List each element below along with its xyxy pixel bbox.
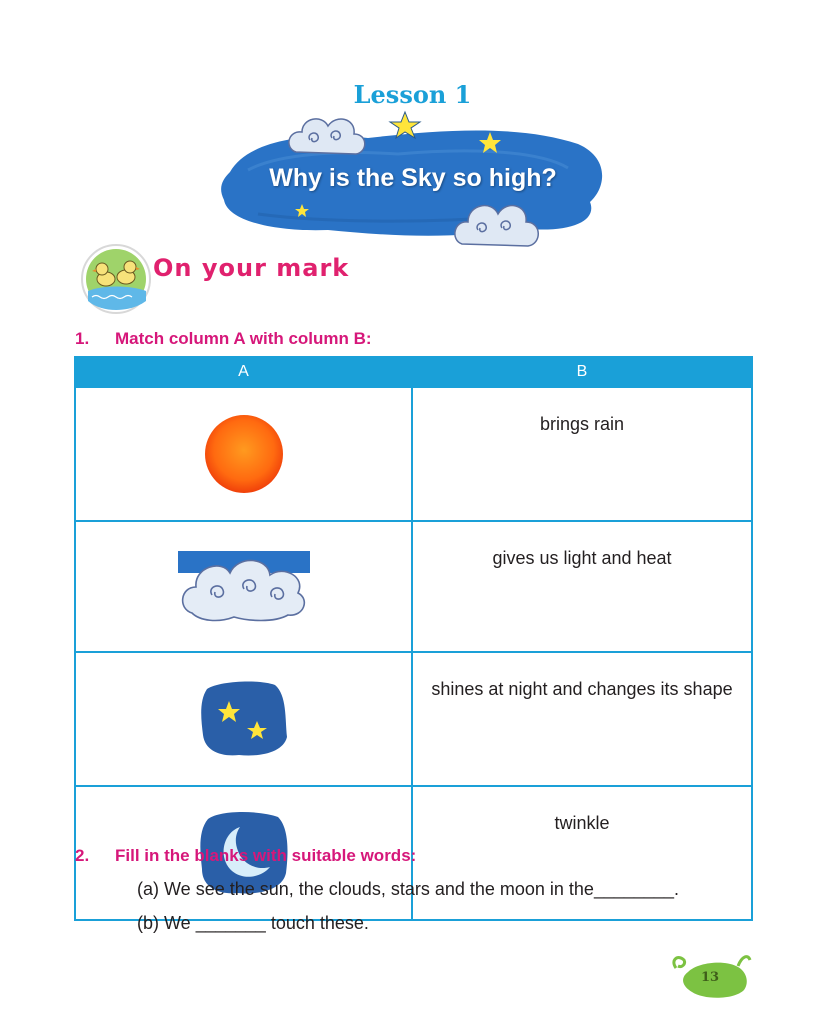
column-a-cell [75, 387, 412, 521]
column-b-cell: brings rain [412, 387, 752, 521]
column-header-a: A [75, 357, 412, 387]
question-prompt: Match column A with column B: [115, 329, 372, 348]
question-1-heading [75, 329, 372, 349]
blank[interactable]: _______ [195, 913, 266, 933]
lesson-label: Lesson 1 [353, 80, 472, 109]
table-row [75, 652, 752, 786]
section-title: On your mark [153, 254, 350, 282]
table-row [75, 387, 752, 521]
blank[interactable]: ________ [593, 879, 675, 899]
item-label: (a) [137, 879, 159, 899]
item-text-before: We see the sun, the clouds, stars and the moon in the [164, 879, 594, 899]
item-text-before: We [164, 913, 191, 933]
question-number: 2. [75, 846, 90, 865]
question-prompt: Fill in the blanks with suitable words: [115, 846, 417, 865]
item-text-after: . [674, 879, 680, 899]
column-b-cell: twinkle [412, 786, 752, 920]
fill-blank-item [137, 879, 679, 900]
item-label: (b) [137, 913, 159, 933]
question-number: 1. [75, 329, 90, 348]
fill-blank-item [137, 913, 369, 934]
lesson-title: Why is the Sky so high? [269, 164, 557, 192]
cloud-icon [289, 119, 365, 154]
column-a-cell [75, 521, 412, 652]
stars-icon [199, 679, 289, 759]
sun-icon [202, 412, 286, 496]
column-header-b: B [412, 357, 752, 387]
table-row [75, 521, 752, 652]
match-table [74, 356, 753, 921]
column-a-cell [75, 652, 412, 786]
item-text-after: touch these. [270, 913, 369, 933]
question-2-heading [75, 846, 416, 866]
page-number: 13 [700, 970, 720, 985]
column-b-cell: shines at night and changes its shape [412, 652, 752, 786]
ducks-badge-icon [80, 243, 152, 315]
cloud-icon [178, 551, 310, 623]
column-b-cell: gives us light and heat [412, 521, 752, 652]
